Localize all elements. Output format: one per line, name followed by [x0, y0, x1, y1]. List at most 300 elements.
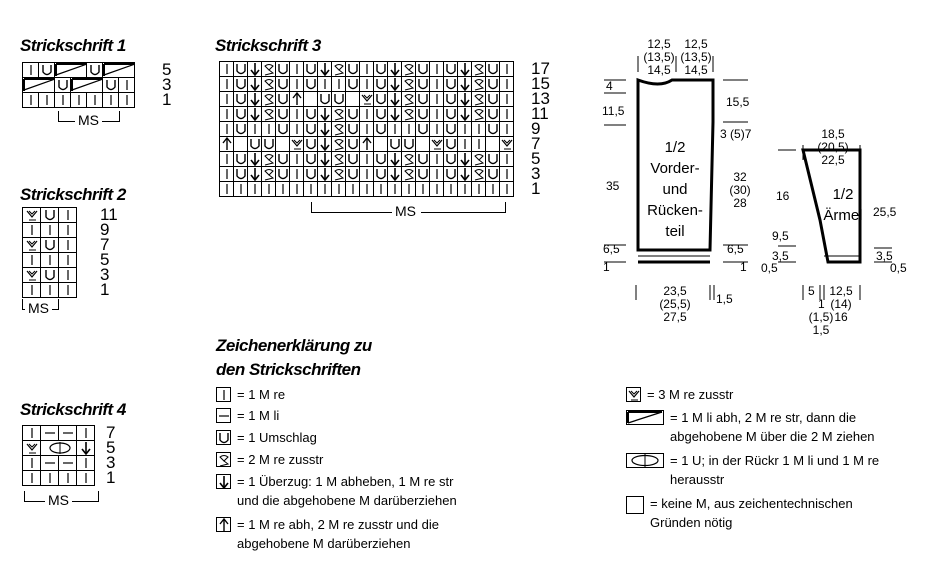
yarn-over-symbol [415, 76, 430, 92]
knit-stitch-symbol [76, 425, 95, 441]
yarn-over-symbol [40, 207, 59, 223]
yarn-over-symbol [86, 62, 103, 78]
sleeve-top-1: 18,5 [821, 127, 845, 141]
chart-row [219, 136, 513, 151]
legend-item [626, 385, 733, 404]
yarn-over-symbol [373, 166, 388, 182]
legend-text-line: = 1 Überzug: 1 M abheben, 1 M re str [237, 474, 454, 489]
knit-stitch-symbol [359, 181, 374, 197]
k3tog-symbol [22, 440, 41, 456]
yarn-over-symbol [485, 106, 500, 122]
yarn-over-symbol [415, 166, 430, 182]
body-right-32-3: 28 [733, 196, 747, 210]
ssk-arrow-symbol [247, 106, 262, 122]
k2tog-symbol [471, 91, 486, 107]
yarn-over-symbol [345, 76, 360, 92]
k3tog-symbol [22, 237, 41, 253]
chart-row [219, 121, 513, 136]
k2tog-symbol [401, 151, 416, 167]
knit-stitch-symbol [429, 76, 444, 92]
knit-stitch-symbol [457, 181, 472, 197]
body-right-7: 7 [744, 127, 752, 141]
ms-bracket-left [311, 202, 392, 213]
k2tog-symbol [401, 106, 416, 122]
yarn-over-symbol [275, 61, 290, 77]
yarn-over-symbol [275, 151, 290, 167]
chart-row [22, 470, 94, 485]
knit-stitch-symbol [219, 166, 234, 182]
row-number: 9 [531, 119, 541, 138]
chart-row [22, 252, 76, 267]
yarn-over-symbol [216, 430, 231, 445]
purl-stitch-symbol [58, 425, 77, 441]
yarn-over-symbol [233, 76, 248, 92]
yarn-over-symbol [373, 91, 388, 107]
k2tog-symbol [331, 151, 346, 167]
legend-text-line: abgehobene M über die 2 M ziehen [670, 429, 875, 444]
knit-stitch-symbol [219, 106, 234, 122]
knit-stitch-symbol [429, 61, 444, 77]
row-number: 17 [531, 59, 550, 78]
knit-stitch-symbol [58, 282, 77, 298]
yarn-over-symbol [345, 121, 360, 137]
no-stitch-symbol [415, 136, 430, 152]
chart-row [219, 151, 513, 166]
chart-row [22, 62, 134, 77]
sk2p-arrow-symbol [289, 91, 304, 107]
body-label-5: teil [665, 223, 685, 240]
ms-bracket-left [24, 491, 45, 502]
k2tog-symbol [471, 61, 486, 77]
ssk-arrow-symbol [247, 166, 262, 182]
purl-stitch-symbol [40, 455, 59, 471]
knit-stitch-symbol [359, 151, 374, 167]
sleeve-bottom-12-5-1: 12,5 [829, 284, 853, 298]
yarn-over-symbol [443, 166, 458, 182]
no-stitch-symbol [275, 136, 290, 152]
yarn-over-symbol [373, 151, 388, 167]
sleeve-top-measure [815, 128, 851, 167]
legend-item [216, 385, 285, 404]
legend-item [216, 472, 457, 510]
knit-stitch-symbol [76, 455, 95, 471]
chart-row [22, 207, 76, 222]
yarn-over-symbol [54, 77, 71, 93]
knit-stitch-symbol [219, 91, 234, 107]
sleeve-bottom-1-5 [806, 311, 836, 337]
yarn-over-symbol [443, 121, 458, 137]
yarn-over-symbol [247, 136, 262, 152]
knit-stitch-symbol [401, 121, 416, 137]
sleeve-label-1: 1/2 [832, 186, 854, 203]
chart-row [22, 267, 76, 282]
knit-stitch-symbol [261, 181, 276, 197]
k2tog-symbol [401, 61, 416, 77]
knit-stitch-symbol [54, 92, 71, 108]
chart-row [219, 91, 513, 106]
yarn-over-symbol [233, 91, 248, 107]
chart-row [22, 425, 94, 440]
legend-item [216, 515, 439, 553]
body-label-2: Vorder- [650, 160, 700, 177]
legend-heading-line1: Zeichenerklärung zu [216, 336, 372, 355]
chart-row [22, 282, 76, 297]
chart-row [219, 61, 513, 76]
knit-stitch-symbol [289, 166, 304, 182]
k2tog-symbol [401, 166, 416, 182]
ssk-arrow-symbol [247, 151, 262, 167]
row-number: 7 [106, 423, 116, 442]
ssk-arrow-symbol [457, 91, 472, 107]
legend-text-line: = 1 M li abh, 2 M re str, dann die [670, 410, 857, 425]
knit-stitch-symbol [38, 92, 55, 108]
knit-stitch-symbol [22, 252, 41, 268]
k2tog-symbol [261, 151, 276, 167]
knit-stitch-symbol [289, 121, 304, 137]
knit-stitch-symbol [275, 181, 290, 197]
yarn-over-symbol [233, 151, 248, 167]
yarn-over-symbol [38, 62, 55, 78]
slip-purl-pass-symbol [70, 77, 103, 93]
knit-stitch-symbol [499, 91, 514, 107]
yarn-over-symbol [345, 166, 360, 182]
yarn-over-symbol [303, 136, 318, 152]
knit-stitch-symbol [22, 92, 39, 108]
body-label-1: 1/2 [664, 139, 686, 156]
sleeve-bottom-12-5-3: 16 [834, 310, 848, 324]
yarn-over-symbol [415, 121, 430, 137]
k3tog-symbol [289, 136, 304, 152]
yarn-over-symbol [233, 106, 248, 122]
body-right-32-2: (30) [729, 183, 751, 197]
yarn-over-symbol [415, 61, 430, 77]
yarn-over-symbol [373, 106, 388, 122]
yarn-over-symbol [443, 136, 458, 152]
row-number: 5 [106, 438, 116, 457]
row-number: 11 [531, 104, 549, 123]
k2tog-symbol [331, 106, 346, 122]
knit-stitch-symbol [499, 76, 514, 92]
sk2p-arrow-symbol [219, 136, 234, 152]
knit-stitch-symbol [471, 136, 486, 152]
body-right-5: (5) [730, 127, 745, 141]
ms-bracket-right [102, 111, 120, 122]
knit-stitch-symbol [58, 470, 77, 486]
k2tog-symbol [216, 452, 231, 467]
yarn-over-symbol [233, 166, 248, 182]
knit-stitch-symbol [219, 76, 234, 92]
knit-stitch-symbol [118, 92, 135, 108]
k2tog-symbol [471, 76, 486, 92]
yarn-over-symbol [373, 76, 388, 92]
yarn-over-symbol [275, 91, 290, 107]
sleeve-left-9-5: 9,5 [772, 229, 789, 243]
knit-stitch-symbol [219, 61, 234, 77]
yarn-over-symbol [485, 91, 500, 107]
sleeve-right-25-5: 25,5 [873, 205, 897, 219]
body-bottom-1: 23,5 [663, 284, 687, 298]
no-stitch-symbol [373, 136, 388, 152]
yarn-over-symbol [261, 136, 276, 152]
ssk-arrow-symbol [457, 166, 472, 182]
oval-symbol [626, 453, 664, 468]
legend-text-line: = keine M, aus zeichentechnischen [650, 496, 853, 511]
yarn-over-symbol [443, 61, 458, 77]
knit-stitch-symbol [70, 92, 87, 108]
sleeve-right-0-5: 0,5 [890, 261, 907, 275]
yarn-over-symbol [40, 237, 59, 253]
ssk-arrow-symbol [387, 106, 402, 122]
yarn-over-symbol [485, 166, 500, 182]
knit-stitch-symbol [233, 181, 248, 197]
chart-row [22, 440, 94, 455]
knit-stitch-symbol [429, 181, 444, 197]
row-number: 13 [531, 89, 550, 108]
sleeve-bottom-1-5-1: (1,5) [808, 310, 834, 324]
sleeve-main-label [820, 184, 866, 226]
yarn-over-symbol [303, 166, 318, 182]
ssk-arrow-symbol [317, 151, 332, 167]
legend-text-line: = 1 M re abh, 2 M re zusstr und die [237, 517, 439, 532]
knit-stitch-symbol [118, 77, 135, 93]
k3tog-symbol [22, 207, 41, 223]
knit-stitch-symbol [58, 237, 77, 253]
legend-item [626, 494, 853, 532]
yarn-over-symbol [303, 76, 318, 92]
knit-stitch-symbol [317, 181, 332, 197]
slip-purl-pass-symbol [626, 410, 664, 425]
k2tog-symbol [401, 76, 416, 92]
no-stitch-symbol [303, 91, 318, 107]
knit-stitch-symbol [247, 181, 262, 197]
body-right-3: 3 [720, 127, 727, 141]
ssk-arrow-symbol [317, 106, 332, 122]
ssk-arrow-symbol [387, 61, 402, 77]
sleeve-label-2: Ärmel [823, 207, 863, 224]
knit-stitch-symbol [22, 222, 41, 238]
ms-label: MS [395, 203, 416, 219]
knit-stitch-symbol [429, 106, 444, 122]
knit-stitch-symbol [471, 121, 486, 137]
body-bottom-measure [654, 285, 696, 324]
knit-stitch-symbol [359, 166, 374, 182]
knit-stitch-symbol [247, 121, 262, 137]
legend-text-line: = 1 M li [237, 408, 280, 423]
row-number: 1 [106, 468, 116, 487]
purl-stitch-symbol [216, 408, 231, 423]
row-number: 5 [100, 250, 110, 269]
ssk-arrow-symbol [247, 61, 262, 77]
knit-stitch-symbol [216, 387, 231, 402]
no-stitch-symbol [233, 136, 248, 152]
k2tog-symbol [331, 61, 346, 77]
chart4-grid [22, 423, 116, 508]
k2tog-symbol [471, 166, 486, 182]
yarn-over-symbol [275, 76, 290, 92]
yarn-over-symbol [415, 106, 430, 122]
chart-row [219, 106, 513, 121]
legend-text-line: = 2 M re zusstr [237, 452, 324, 467]
ssk-arrow-symbol [247, 91, 262, 107]
knit-stitch-symbol [401, 181, 416, 197]
k3tog-symbol [359, 91, 374, 107]
legend-item [216, 428, 317, 447]
body-bottom-2: (25,5) [659, 297, 691, 311]
knit-stitch-symbol [359, 61, 374, 77]
row-number: 1 [162, 90, 172, 109]
knit-stitch-symbol [429, 91, 444, 107]
k2tog-symbol [331, 121, 346, 137]
body-left-35: 35 [606, 179, 620, 193]
legend-item [626, 408, 875, 446]
yarn-over-symbol [401, 136, 416, 152]
body-top-right-1: 12,5 [684, 37, 708, 51]
legend-item [626, 451, 879, 489]
body-left-1: 1 [603, 260, 610, 274]
ms-label: MS [28, 300, 49, 316]
legend-text-line: = 1 U; in der Rückr 1 M li und 1 M re [670, 453, 880, 468]
body-main-label [646, 137, 704, 242]
body-bottom-1-5: 1,5 [716, 292, 733, 306]
legend-text-line: und die abgehobene M darüberziehen [237, 493, 457, 508]
yarn-over-symbol [317, 91, 332, 107]
yarn-over-symbol [443, 106, 458, 122]
ms-label: MS [78, 112, 99, 128]
body-top-right-2: (13,5) [680, 50, 712, 64]
sleeve-bottom-5: 5 [808, 284, 815, 298]
ms-bracket-left [58, 111, 75, 122]
sleeve-right-3-5: 3,5 [876, 249, 893, 263]
body-left-6-5: 6,5 [603, 242, 620, 256]
sleeve-left-16: 16 [776, 189, 790, 203]
k3tog-symbol [429, 136, 444, 152]
yarn-over-symbol [275, 166, 290, 182]
ms-bracket-right [72, 491, 99, 502]
body-left-11-5: 11,5 [602, 104, 625, 118]
legend-text-line: abgehobene M darüberziehen [237, 536, 411, 551]
chart-row [22, 455, 94, 470]
knit-stitch-symbol [40, 282, 59, 298]
body-label-3: und [662, 181, 688, 198]
chart3-grid [219, 59, 550, 219]
knit-stitch-symbol [289, 61, 304, 77]
no-stitch-symbol [345, 91, 360, 107]
body-right-6-5: 6,5 [727, 242, 744, 256]
ssk-arrow-symbol [457, 76, 472, 92]
body-right-1: 1 [740, 260, 747, 274]
yarn-over-symbol [102, 77, 119, 93]
yarn-over-symbol [233, 121, 248, 137]
body-top-right-measure [678, 38, 714, 77]
sleeve-top-2: (20,5) [817, 140, 849, 154]
knit-stitch-symbol [387, 181, 402, 197]
knit-stitch-symbol [499, 166, 514, 182]
row-number: 5 [531, 149, 541, 168]
chart2-title: Strickschrift 2 [20, 185, 126, 204]
ssk-arrow-symbol [216, 474, 231, 489]
knit-stitch-symbol [22, 455, 41, 471]
knit-stitch-symbol [387, 121, 402, 137]
knit-stitch-symbol [289, 76, 304, 92]
knit-stitch-symbol [261, 121, 276, 137]
chart1-title: Strickschrift 1 [20, 36, 126, 55]
chart-row [22, 237, 76, 252]
body-top-left-2: (13,5) [643, 50, 675, 64]
yarn-over-symbol [415, 151, 430, 167]
knit-stitch-symbol [499, 151, 514, 167]
ssk-arrow-symbol [317, 136, 332, 152]
knit-stitch-symbol [471, 181, 486, 197]
body-top-left-3: 14,5 [647, 63, 671, 77]
knit-stitch-symbol [457, 121, 472, 137]
knit-stitch-symbol [345, 181, 360, 197]
yarn-over-symbol [345, 151, 360, 167]
knit-stitch-symbol [58, 207, 77, 223]
knit-stitch-symbol [86, 92, 103, 108]
yarn-over-symbol [233, 61, 248, 77]
knit-stitch-symbol [429, 151, 444, 167]
ssk-arrow-symbol [317, 166, 332, 182]
knit-stitch-symbol [331, 76, 346, 92]
legend-text-line: = 3 M re zusstr [647, 387, 734, 402]
yarn-over-symbol [303, 106, 318, 122]
chart-row [22, 77, 134, 92]
yarn-over-symbol [345, 61, 360, 77]
sk2p-arrow-symbol [216, 517, 231, 532]
knit-stitch-symbol [22, 470, 41, 486]
no-stitch-symbol [485, 136, 500, 152]
no-stitch-symbol [626, 496, 644, 514]
yarn-over-symbol [443, 91, 458, 107]
purl-stitch-symbol [40, 425, 59, 441]
ms-bracket-right [52, 299, 59, 310]
knit-stitch-symbol [40, 252, 59, 268]
yarn-over-symbol [345, 106, 360, 122]
knit-stitch-symbol [359, 76, 374, 92]
k2tog-symbol [331, 166, 346, 182]
legend-heading-line2: den Strickschriften [216, 360, 361, 379]
chart-row [219, 166, 513, 181]
knit-stitch-symbol [22, 282, 41, 298]
row-number: 11 [100, 205, 118, 224]
row-number: 3 [106, 453, 116, 472]
yarn-over-symbol [415, 91, 430, 107]
legend-text-line: = 1 Umschlag [237, 430, 317, 445]
knit-stitch-symbol [499, 61, 514, 77]
ssk-arrow-symbol [247, 76, 262, 92]
yarn-over-symbol [303, 151, 318, 167]
body-top-left-1: 12,5 [647, 37, 671, 51]
k3tog-symbol [22, 267, 41, 283]
sleeve-left-0-5: 0,5 [761, 261, 778, 275]
legend-text-line: = 1 M re [237, 387, 286, 402]
knit-stitch-symbol [40, 222, 59, 238]
body-bottom-3: 27,5 [663, 310, 687, 324]
ssk-arrow-symbol [387, 166, 402, 182]
row-number: 7 [100, 235, 110, 254]
slip-purl-pass-symbol [102, 62, 135, 78]
row-number: 15 [531, 74, 550, 93]
k2tog-symbol [261, 61, 276, 77]
k3tog-symbol [626, 387, 641, 402]
body-right-3-5-7 [720, 128, 751, 141]
knit-stitch-symbol [359, 106, 374, 122]
ms-bracket-right [421, 202, 506, 213]
knit-stitch-symbol [457, 136, 472, 152]
knit-stitch-symbol [40, 470, 59, 486]
yarn-over-symbol [303, 121, 318, 137]
body-right-15-5: 15,5 [726, 95, 750, 109]
